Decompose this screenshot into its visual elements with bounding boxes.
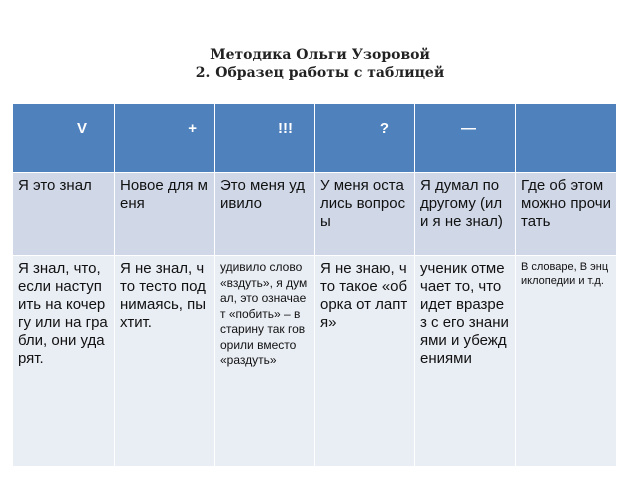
header-cell-plus: + [115,104,215,173]
header-cell-question: ? [315,104,415,173]
table-cell: Я не знал, что тесто поднимаясь, пыхтит. [115,256,215,467]
header-cell-empty [516,104,617,173]
table-cell: У меня остались вопросы [315,173,415,256]
table-cell: Я это знал [13,173,115,256]
header-cell-exclamation: !!! [215,104,315,173]
table-cell: Я знал, что, если наступить на кочергу или на грабли, они ударят. [13,256,115,467]
table-cell: В словаре, В энциклопедии и т.д. [516,256,617,467]
table-cell: ученик отмечает то, что идет вразрез с его знаниями и убеждениями [415,256,516,467]
table-cell: Я думал по другому (или я не знал) [415,173,516,256]
insert-table [12,103,617,467]
table-cell: Это меня удивило [215,173,315,256]
header-cell-minus: — [415,104,516,173]
header-cell-v: V [13,104,115,173]
table-cell: Где об этом можно прочитать [516,173,617,256]
page-subtitle: 2. Образец работы с таблицей [195,65,445,81]
table-cell: удивило слово «вздуть», я думал, это означает «побить» – в старину так говорили вместо «раздуть» [215,256,315,467]
table-cell: Я не знаю, что такое «оборка от лаптя» [315,256,415,467]
page-title: Методика Ольги Узоровой [210,47,430,63]
table-row [13,256,617,467]
table-cell: Новое для меня [115,173,215,256]
table-header-row [13,104,617,173]
table-row [13,173,617,256]
